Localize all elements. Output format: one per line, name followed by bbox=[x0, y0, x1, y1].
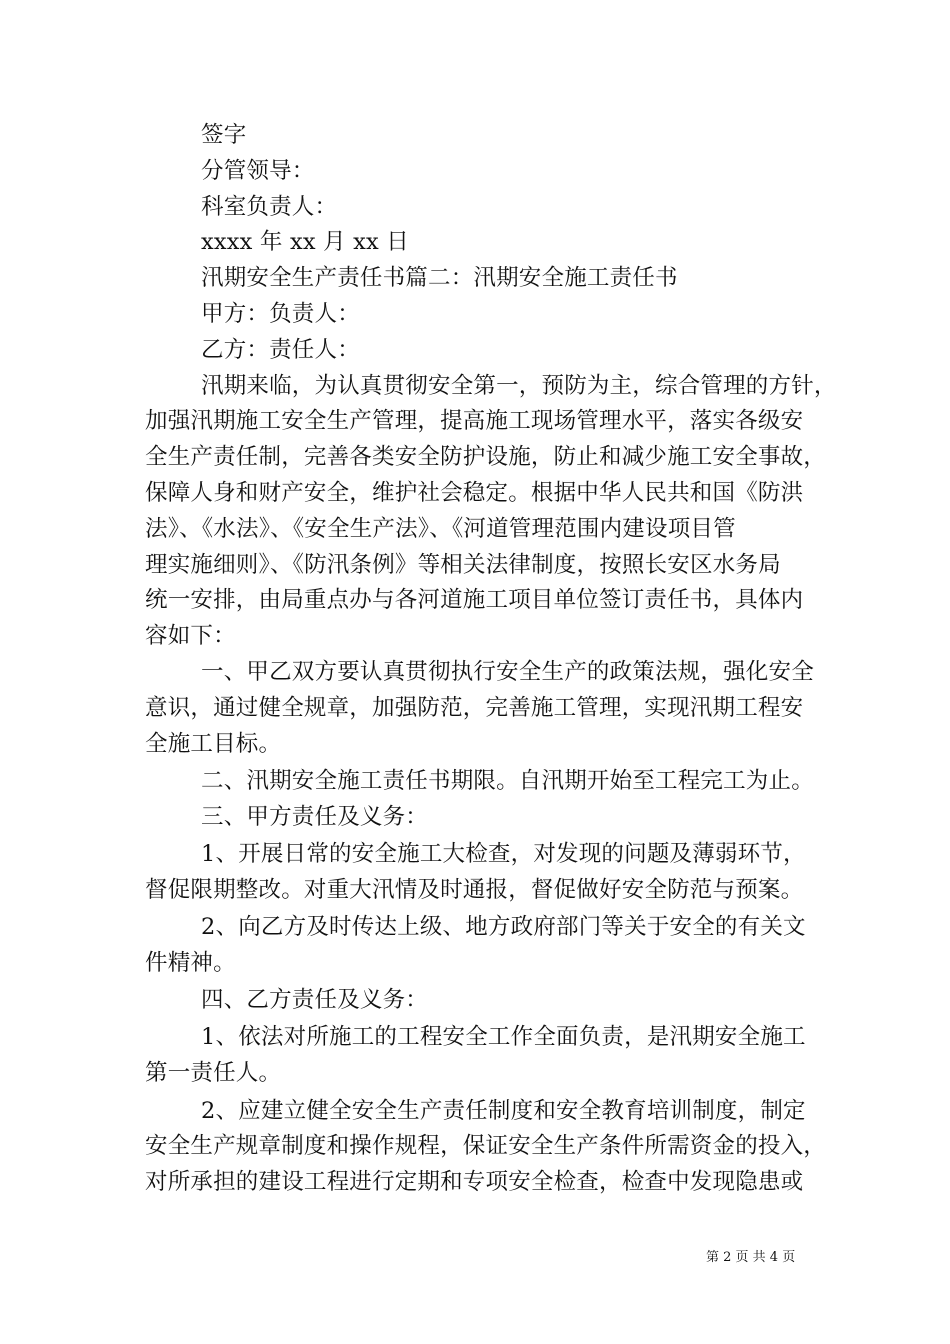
text-line: 第一责任人。 bbox=[145, 1060, 282, 1087]
text-line: 签字 bbox=[201, 122, 247, 148]
document-body bbox=[145, 118, 837, 1201]
text-line: 意识，通过健全规章，加强防范，完善施工管理，实现汛期工程安 bbox=[145, 694, 804, 721]
text-line: 全施工目标。 bbox=[145, 730, 282, 757]
party-b-line: 乙方：责任人： bbox=[201, 336, 360, 363]
text-line: 加强汛期施工安全生产管理，提高施工现场管理水平，落实各级安 bbox=[145, 408, 804, 435]
text-line: 安全生产规章制度和操作规程，保证安全生产条件所需资金的投入， bbox=[145, 1133, 827, 1160]
date-line: xxxx 年 xx 月 xx 日 bbox=[201, 229, 409, 256]
section-heading: 汛期安全生产责任书篇二：汛期安全施工责任书 bbox=[201, 265, 678, 292]
text-line: 法》、《水法》、《安全生产法》、《河道管理范围内建设项目管 bbox=[145, 515, 736, 542]
text-line: 容如下： bbox=[145, 623, 236, 650]
text-line: 二、汛期安全施工责任书期限。自汛期开始至工程完工为止。 bbox=[201, 767, 814, 794]
text-line: 对所承担的建设工程进行定期和专项安全检查，检查中发现隐患或 bbox=[145, 1169, 804, 1196]
text-line: 统一安排，由局重点办与各河道施工项目单位签订责任书，具体内 bbox=[145, 587, 804, 614]
text-line: 2、应建立健全安全生产责任制度和安全教育培训制度，制定 bbox=[201, 1097, 806, 1124]
party-a-line: 甲方：负责人： bbox=[201, 300, 360, 327]
text-line: 一、甲乙双方要认真贯彻执行安全生产的政策法规，强化安全 bbox=[201, 658, 814, 685]
section-heading: 三、甲方责任及义务： bbox=[201, 803, 429, 830]
text-line: 科室负责人： bbox=[201, 193, 338, 220]
text-line: 全生产责任制，完善各类安全防护设施，防止和减少施工安全事故， bbox=[145, 444, 827, 471]
text-line: 保障人身和财产安全，维护社会稳定。根据中华人民共和国《防洪 bbox=[145, 479, 804, 506]
text-line: 分管领导： bbox=[201, 157, 315, 184]
section-heading: 四、乙方责任及义务： bbox=[201, 987, 429, 1014]
page-number: 第 2 页 共 4 页 bbox=[706, 1250, 796, 1265]
text-line: 汛期来临，为认真贯彻安全第一，预防为主，综合管理的方针， bbox=[201, 372, 837, 399]
text-line: 1、依法对所施工的工程安全工作全面负责，是汛期安全施工 bbox=[201, 1024, 806, 1051]
text-line: 督促限期整改。对重大汛情及时通报，督促做好安全防范与预案。 bbox=[145, 876, 804, 903]
text-line: 2、向乙方及时传达上级、地方政府部门等关于安全的有关文 bbox=[201, 914, 806, 941]
text-line: 件精神。 bbox=[145, 949, 236, 976]
text-line: 理实施细则》、《防汛条例》等相关法律制度，按照长安区水务局 bbox=[145, 551, 781, 578]
text-line: 1、开展日常的安全施工大检查，对发现的问题及薄弱环节， bbox=[201, 840, 806, 867]
